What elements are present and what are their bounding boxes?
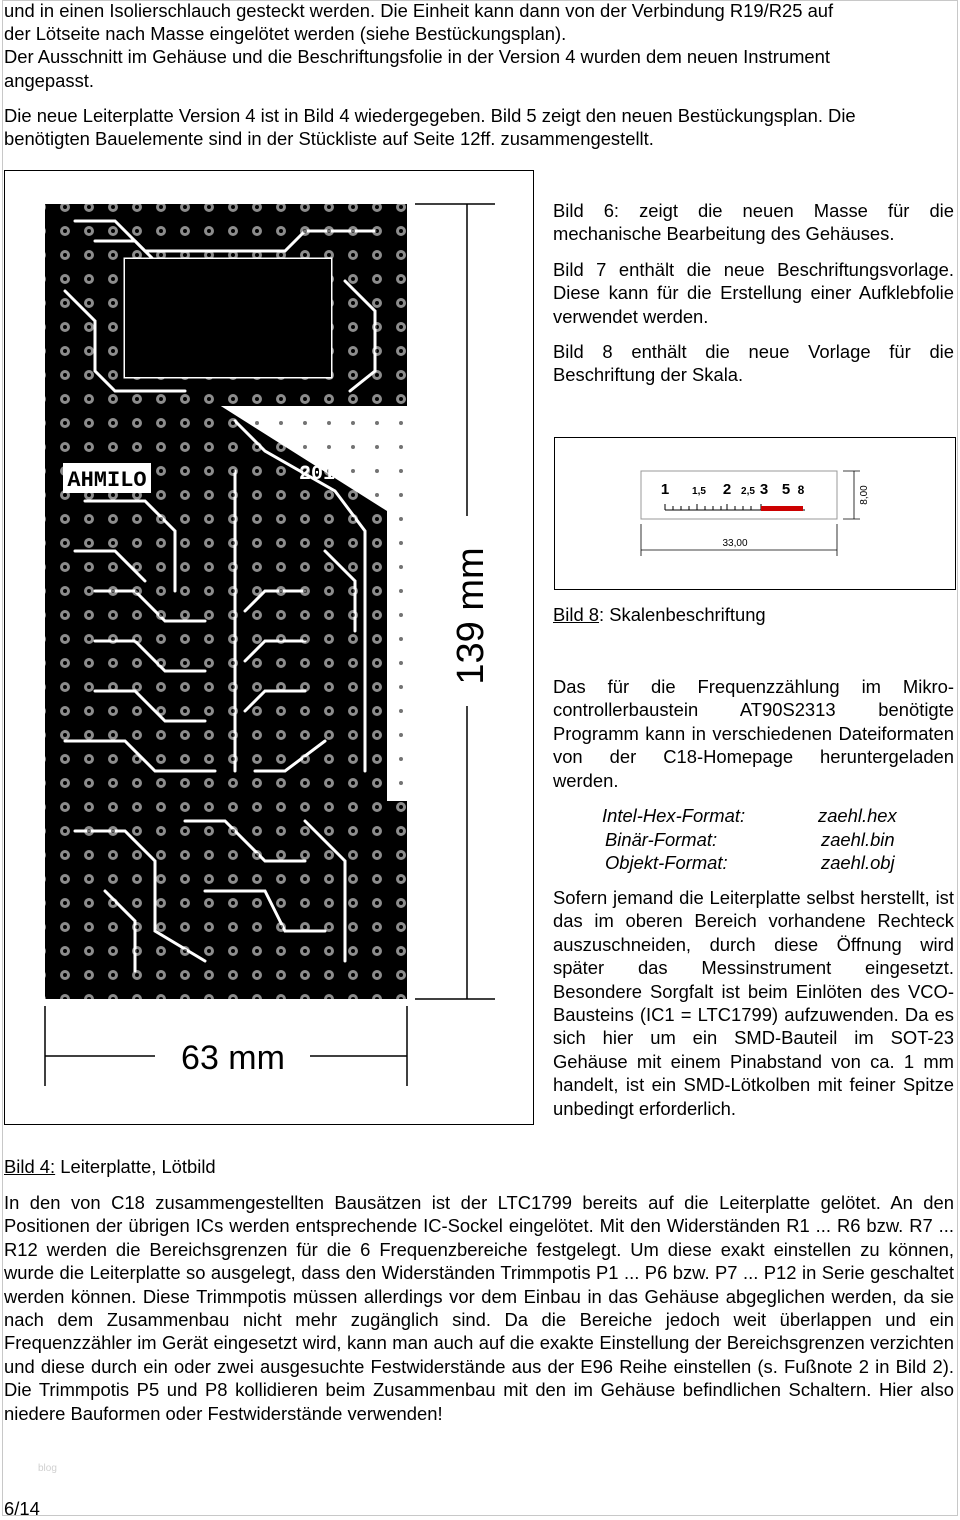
bild8-paragraph: Bild 8 enthält die neue Vorlage für die Beschriftung der Skala. [553, 341, 954, 386]
bottom-paragraph: In den von C18 zusammengestellten Bausätzen ist der LTC1799 bereits auf die Leiterplatte gelötet. An den Positionen der übrigen ICs werden entsprechende IC-Sockel eingelötet. Mit den Widerständen R1 ... R6 bzw. R7 ... R12 werden die Bereichsgrenzen für die 6 Frequenzbereiche festgelegt. Um diese exakt einstellen zu können, wurde die Leiterplatte so ausgelegt, dass den Widerständen Trimmpotis P1 ... P6 bzw. P7 ... P12 in Serie geschaltet werden können. Diese Trimmpotis müssen allerdings vor dem Einbau in das Gehäuse abgeglichen werden, da sie nach dem Zusammenbau nicht mehr zugänglich sind. Da die Bereiche jedoch weit überlappen und ein Frequenzzähler im Gerät eingesetzt wird, kann man auch auf die exakte Einstellung der Bereichsgrenzen verzichten und diese durch ein oder zwei ausgesuchte Festwiderstände aus der E96 Reihe einstellen (s. Fußnote 2 in Bild 2). Die Trimmpotis P5 und P8 kollidieren beim Zusammenbau mit den im Gehäuse befindlichen Schaltern. Hier also niedere Bauformen oder Festwiderstände verwenden! [4, 1192, 954, 1424]
intro-line-6: benötigten Bauelemente sind in der Stückliste auf Seite 12ff. zusammengestellt. [4, 128, 654, 149]
figure-8-caption [553, 603, 766, 626]
scale-label-3: 3 [759, 481, 769, 498]
scale-label-2-5: 2,5 [741, 486, 755, 497]
format-file-obj: zaehl.obj [821, 852, 895, 873]
format-file-hex: zaehl.hex [818, 805, 897, 826]
red-zone-bar [761, 506, 803, 511]
scale-dim-width: 33,00 [722, 538, 748, 549]
scale-label-1: 1 [660, 481, 670, 498]
figure-8-caption-ref: Bild 8 [553, 604, 600, 625]
scale-label-1-5: 1,5 [692, 486, 706, 497]
scale-label-5: 5 [781, 481, 791, 498]
format-label-obj: Objekt-Format: [605, 852, 728, 873]
page-number: 6/14 [4, 1498, 40, 1519]
figure-4-caption-text: Leiterplatte, Lötbild [55, 1156, 216, 1177]
pcb-version-label: 2010 [298, 463, 348, 486]
intro-line-1: und in einen Isolierschlauch gesteckt werden. Die Einheit kann dann von der Verbindung R19/R25 auf [4, 0, 834, 21]
pcb-drawing [5, 171, 533, 1124]
scale-label-2: 2 [722, 481, 732, 498]
intro-line-4: angepasst. [4, 70, 94, 91]
format-label-bin: Binär-Format: [605, 829, 718, 850]
selfmade-paragraph: Sofern jemand die Leiterplatte selbst herstellt, ist das im oberen Bereich vorhandene Rechteck auszuschneiden, durch diese Öffnung wird später das Messinstrument eingesetzt. Besondere Sorgfalt ist beim Einlöten des VCO-Bausteins (IC1 = LTC1799) aufzuwenden. Da es sich hier um ein SMD-Bauteil im SOT-23 Gehäuse mit einem Pinabstand von ca. 1 mm handelt, ist ein SMD-Lötkolben mit feiner Spitze unbedingt erforderlich. [553, 887, 954, 1119]
figure-4-caption [4, 1155, 216, 1178]
dim-width-label: 63 mm [181, 1039, 285, 1077]
format-file-bin: zaehl.bin [821, 829, 895, 850]
bild6-paragraph: Bild 6: zeigt die neuen Masse für die mechanische Bearbeitung des Gehäuses. [553, 200, 954, 245]
watermark-text: blog [38, 1463, 57, 1474]
bild7-paragraph: Bild 7 enthält die neue Beschriftungsvorlage. Diese kann für die Erstellung einer Aufklebfolie verwendet werden. [553, 259, 954, 327]
dim-height-label: 139 mm [450, 547, 492, 685]
intro-line-3: Der Ausschnitt im Gehäuse und die Beschriftungsfolie in der Version 4 wurden dem neuen Instrument [4, 46, 830, 67]
download-paragraph: Das für die Frequenzzählung im Mikrocontrollerbaustein AT90S2313 benötigte Programm kann in verschiedenen Dateiformaten von der C18-Homepage heruntergeladen werden. [553, 676, 954, 791]
pcb-name-label: AHMILO [67, 468, 147, 493]
figure-4-caption-ref: Bild 4: [4, 1156, 56, 1177]
figure-8-scale [554, 437, 956, 590]
figure-4-pcb [4, 170, 534, 1125]
intro-line-2: der Lötseite nach Masse eingelötet werden (siehe Bestückungsplan). [4, 23, 567, 44]
scale-drawing [555, 438, 955, 589]
figure-8-caption-text: : Skalenbeschriftung [599, 604, 766, 625]
format-label-hex: Intel-Hex-Format: [602, 805, 746, 826]
intro-line-5: Die neue Leiterplatte Version 4 ist in Bild 4 wiedergegeben. Bild 5 zeigt den neuen Bestückungsplan. Die [4, 105, 856, 126]
scale-label-8: 8 [797, 483, 805, 497]
scale-dim-height: 8,00 [859, 485, 870, 505]
